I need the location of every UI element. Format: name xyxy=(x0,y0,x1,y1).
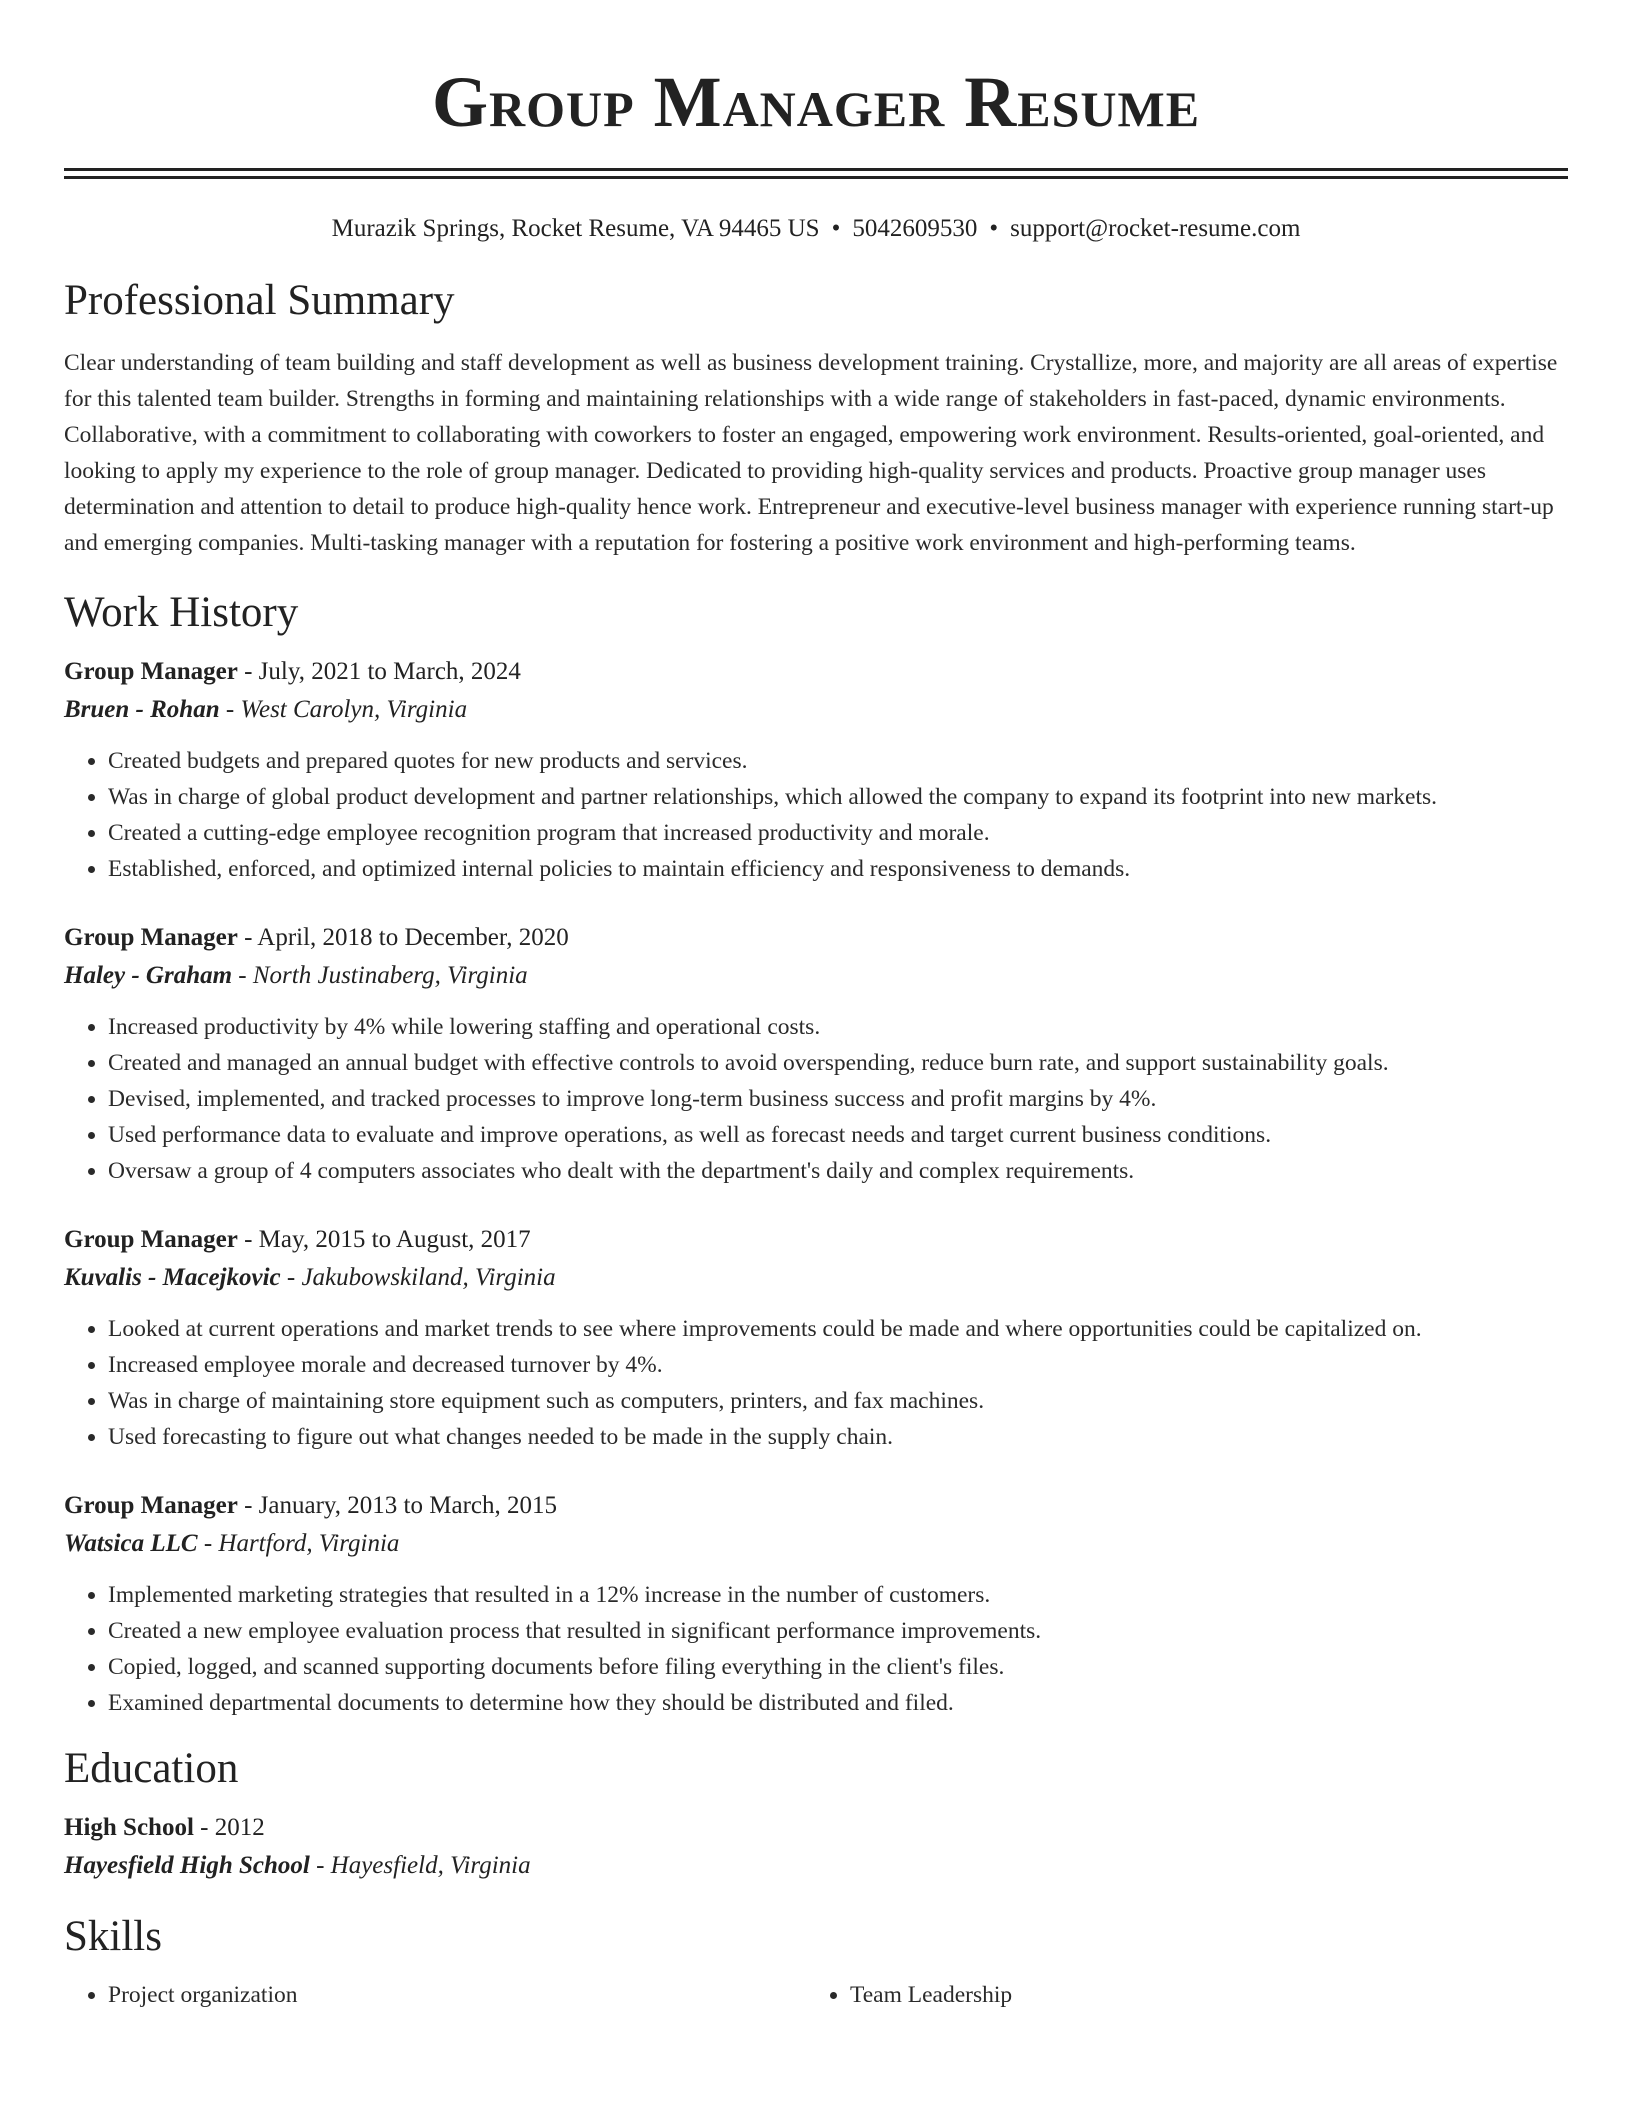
list-item: • Was in charge of global product development and partner relationships, which allowed the company to expand its footprint into new markets. xyxy=(108,779,1568,815)
skill-item: • Team Leadership xyxy=(850,1977,1548,2013)
list-item: • Created budgets and prepared quotes for new products and services. xyxy=(108,743,1568,779)
list-item: • Created a cutting-edge employee recognition program that increased productivity and morale. xyxy=(108,815,1568,851)
list-item: • Used forecasting to figure out what changes needed to be made in the supply chain. xyxy=(108,1419,1568,1455)
list-item: • Examined departmental documents to determine how they should be distributed and filed. xyxy=(108,1685,1568,1721)
education-degree-line xyxy=(64,1809,1568,1847)
job-company: Kuvalis - Macejkovic xyxy=(64,1264,281,1291)
education-entry xyxy=(64,1809,1568,1885)
list-item: • Oversaw a group of 4 computers associates who dealt with the department's daily and complex requirements. xyxy=(108,1153,1568,1189)
contact-email: support@rocket-resume.com xyxy=(1010,215,1301,242)
list-item: • Implemented marketing strategies that resulted in a 12% increase in the number of customers. xyxy=(108,1577,1568,1613)
job-location: - Jakubowskiland, Virginia xyxy=(286,1264,556,1291)
job-title: Group Manager xyxy=(64,924,238,951)
list-item: • Was in charge of maintaining store equipment such as computers, printers, and fax machines. xyxy=(108,1383,1568,1419)
contact-separator: • xyxy=(831,215,841,242)
job-entry xyxy=(64,1487,1568,1721)
education-school: Hayesfield High School xyxy=(64,1852,310,1879)
job-entry xyxy=(64,919,1568,1189)
job-location: - Hartford, Virginia xyxy=(203,1530,400,1557)
job-employer xyxy=(64,1525,1568,1563)
skills-list xyxy=(64,1977,1568,2013)
job-bullets xyxy=(64,743,1568,887)
job-heading xyxy=(64,1487,1568,1525)
list-item: • Used performance data to evaluate and improve operations, as well as forecast needs and target current business conditions. xyxy=(108,1117,1568,1153)
skills-heading: Skills xyxy=(64,1913,162,1960)
list-item: • Devised, implemented, and tracked processes to improve long-term business success and profit margins by 4%. xyxy=(108,1081,1568,1117)
skills-column-left xyxy=(64,1977,806,2013)
list-item: • Established, enforced, and optimized internal policies to maintain efficiency and responsiveness to demands. xyxy=(108,851,1568,887)
job-location: - West Carolyn, Virginia xyxy=(225,696,468,723)
skill-item: • Project organization xyxy=(108,1977,806,2013)
education-heading: Education xyxy=(64,1745,239,1792)
job-heading xyxy=(64,1221,1568,1259)
education-location: - Hayesfield, Virginia xyxy=(316,1852,531,1879)
skills-column-right xyxy=(806,1977,1548,2013)
contact-address: Murazik Springs, Rocket Resume, VA 94465 US xyxy=(331,215,820,242)
job-company: Haley - Graham xyxy=(64,962,233,989)
job-employer xyxy=(64,691,1568,729)
job-dates: - May, 2015 to August, 2017 xyxy=(244,1226,531,1253)
education-degree: High School xyxy=(64,1814,194,1841)
contact-phone: 5042609530 xyxy=(852,215,978,242)
job-bullets xyxy=(64,1311,1568,1455)
summary-text: Clear understanding of team building and staff development as well as business development training. Crystallize, more, and majority are all areas of expertise for this talented team builder. Strengths in forming and maintaining relationships with a wide range of stakeholders in fast-paced, dynamic environments. Collaborative, with a commitment to collaborating with coworkers to foster an engaged, empowering work environment. Results-oriented, goal-oriented, and looking to apply my experience to the role of group manager. Dedicated to providing high-quality services and products. Proactive group manager uses determination and attention to detail to produce high-quality hence work. Entrepreneur and executive-level business manager with experience running start-up and emerging companies. Multi-tasking manager with a reputation for fostering a positive work environment and high-performing teams. xyxy=(64,350,1558,556)
job-bullets xyxy=(64,1009,1568,1189)
list-item: • Increased productivity by 4% while lowering staffing and operational costs. xyxy=(108,1009,1568,1045)
job-title: Group Manager xyxy=(64,1492,238,1519)
title-divider xyxy=(64,168,1568,179)
job-employer xyxy=(64,1259,1568,1297)
list-item: • Looked at current operations and market trends to see where improvements could be made and where opportunities could be capitalized on. xyxy=(108,1311,1568,1347)
resume-title: Group Manager Resume xyxy=(431,62,1201,142)
job-dates: - July, 2021 to March, 2024 xyxy=(244,658,521,685)
list-item: • Copied, logged, and scanned supporting documents before filing everything in the client's files. xyxy=(108,1649,1568,1685)
job-title: Group Manager xyxy=(64,1226,238,1253)
contact-line xyxy=(64,213,1568,245)
job-heading xyxy=(64,653,1568,691)
job-title: Group Manager xyxy=(64,658,238,685)
job-company: Bruen - Rohan xyxy=(64,696,220,723)
job-dates: - April, 2018 to December, 2020 xyxy=(244,924,569,951)
job-bullets xyxy=(64,1577,1568,1721)
job-location: - North Justinaberg, Virginia xyxy=(238,962,528,989)
list-item: • Created and managed an annual budget with effective controls to avoid overspending, reduce burn rate, and support sustainability goals. xyxy=(108,1045,1568,1081)
job-employer xyxy=(64,957,1568,995)
list-item: • Increased employee morale and decreased turnover by 4%. xyxy=(108,1347,1568,1383)
contact-separator: • xyxy=(989,215,999,242)
education-school-line xyxy=(64,1847,1568,1885)
job-dates: - January, 2013 to March, 2015 xyxy=(244,1492,557,1519)
job-entry xyxy=(64,1221,1568,1455)
summary-heading: Professional Summary xyxy=(64,277,455,324)
job-entry xyxy=(64,653,1568,887)
job-company: Watsica LLC xyxy=(64,1530,198,1557)
list-item: • Created a new employee evaluation process that resulted in significant performance improvements. xyxy=(108,1613,1568,1649)
job-heading xyxy=(64,919,1568,957)
education-year: - 2012 xyxy=(200,1814,265,1841)
work-history-heading: Work History xyxy=(64,589,299,636)
